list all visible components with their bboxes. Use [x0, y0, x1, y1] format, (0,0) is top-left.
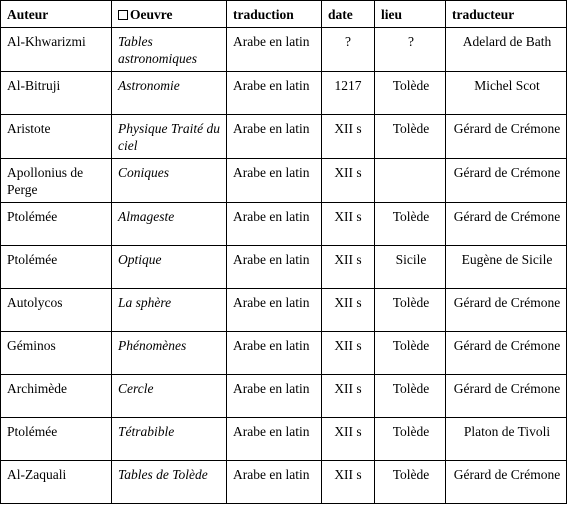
cell-traduction: Arabe en latin: [227, 246, 322, 289]
cell-auteur: Ptolémée: [1, 418, 112, 461]
cell-lieu: ?: [375, 28, 446, 72]
cell-oeuvre: Tables de Tolède: [112, 461, 227, 504]
cell-oeuvre: Almageste: [112, 203, 227, 246]
cell-auteur: Al-Khwarizmi: [1, 28, 112, 72]
cell-traduction: Arabe en latin: [227, 115, 322, 159]
cell-traducteur: Gérard de Crémone: [446, 332, 567, 375]
cell-lieu: Tolède: [375, 332, 446, 375]
cell-traducteur: Platon de Tivoli: [446, 418, 567, 461]
header-lieu: lieu: [375, 1, 446, 28]
cell-auteur: Al-Bitruji: [1, 72, 112, 115]
table-row: [1, 289, 567, 332]
cell-date: XII s: [322, 159, 375, 203]
cell-auteur: Aristote: [1, 115, 112, 159]
cell-oeuvre: Tétrabible: [112, 418, 227, 461]
cell-oeuvre: Coniques: [112, 159, 227, 203]
cell-date: XII s: [322, 332, 375, 375]
cell-traducteur: Gérard de Crémone: [446, 375, 567, 418]
cell-traduction: Arabe en latin: [227, 418, 322, 461]
cell-lieu: [375, 159, 446, 203]
cell-lieu: Tolède: [375, 375, 446, 418]
cell-lieu: Tolède: [375, 72, 446, 115]
table-row: [1, 159, 567, 203]
cell-traduction: Arabe en latin: [227, 289, 322, 332]
cell-date: 1217: [322, 72, 375, 115]
cell-traducteur: Gérard de Crémone: [446, 115, 567, 159]
table-row: [1, 28, 567, 72]
cell-traducteur: Michel Scot: [446, 72, 567, 115]
cell-traduction: Arabe en latin: [227, 28, 322, 72]
cell-oeuvre: Astronomie: [112, 72, 227, 115]
cell-traducteur: Gérard de Crémone: [446, 159, 567, 203]
cell-traducteur: Adelard de Bath: [446, 28, 567, 72]
cell-lieu: Tolède: [375, 289, 446, 332]
cell-date: XII s: [322, 375, 375, 418]
cell-traduction: Arabe en latin: [227, 332, 322, 375]
cell-auteur: Autolycos: [1, 289, 112, 332]
header-oeuvre: [112, 1, 227, 28]
cell-auteur: Ptolémée: [1, 246, 112, 289]
cell-date: XII s: [322, 289, 375, 332]
checkbox-icon: [118, 10, 128, 20]
cell-oeuvre: Cercle: [112, 375, 227, 418]
cell-auteur: Al-Zaquali: [1, 461, 112, 504]
cell-traduction: Arabe en latin: [227, 375, 322, 418]
table-row: [1, 246, 567, 289]
cell-traduction: Arabe en latin: [227, 72, 322, 115]
table-row: [1, 332, 567, 375]
table-body: [1, 28, 567, 504]
table-row: [1, 203, 567, 246]
table-row: [1, 72, 567, 115]
cell-date: XII s: [322, 461, 375, 504]
cell-oeuvre: Optique: [112, 246, 227, 289]
cell-traducteur: Gérard de Crémone: [446, 461, 567, 504]
table-row: [1, 418, 567, 461]
table-row: [1, 461, 567, 504]
table-row: [1, 115, 567, 159]
cell-date: ?: [322, 28, 375, 72]
cell-oeuvre: Phénomènes: [112, 332, 227, 375]
header-date: date: [322, 1, 375, 28]
cell-auteur: Ptolémée: [1, 203, 112, 246]
cell-oeuvre: Physique Traité du ciel: [112, 115, 227, 159]
cell-lieu: Tolède: [375, 418, 446, 461]
cell-auteur: Archimède: [1, 375, 112, 418]
header-traducteur: traducteur: [446, 1, 567, 28]
cell-date: XII s: [322, 115, 375, 159]
cell-traducteur: Gérard de Crémone: [446, 203, 567, 246]
cell-auteur: Géminos: [1, 332, 112, 375]
cell-traducteur: Gérard de Crémone: [446, 289, 567, 332]
cell-date: XII s: [322, 246, 375, 289]
header-auteur: Auteur: [1, 1, 112, 28]
cell-traduction: Arabe en latin: [227, 461, 322, 504]
header-traduction: traduction: [227, 1, 322, 28]
cell-lieu: Tolède: [375, 115, 446, 159]
cell-lieu: Tolède: [375, 461, 446, 504]
cell-traduction: Arabe en latin: [227, 159, 322, 203]
cell-oeuvre: La sphère: [112, 289, 227, 332]
cell-auteur: Apollonius de Perge: [1, 159, 112, 203]
cell-lieu: Tolède: [375, 203, 446, 246]
cell-traduction: Arabe en latin: [227, 203, 322, 246]
cell-oeuvre: Tables astronomiques: [112, 28, 227, 72]
cell-traducteur: Eugène de Sicile: [446, 246, 567, 289]
table-header: [1, 1, 567, 28]
header-oeuvre-label: Oeuvre: [130, 7, 173, 22]
header-row: [1, 1, 567, 28]
table-row: [1, 375, 567, 418]
cell-date: XII s: [322, 418, 375, 461]
cell-date: XII s: [322, 203, 375, 246]
cell-lieu: Sicile: [375, 246, 446, 289]
